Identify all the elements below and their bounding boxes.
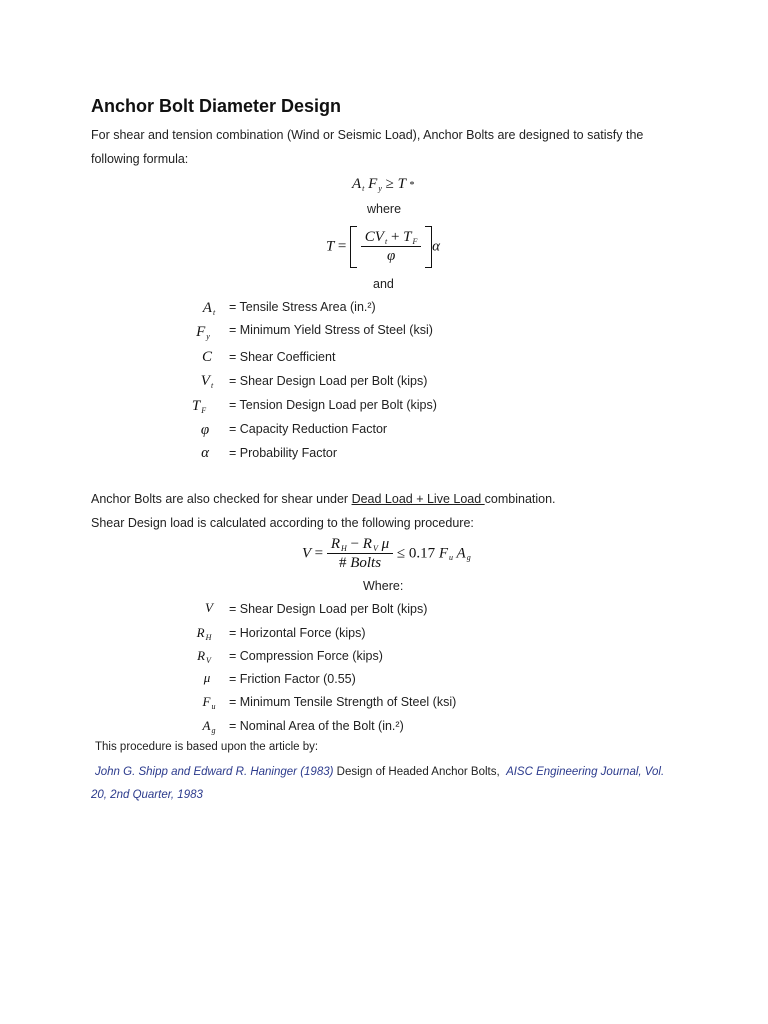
symbol-phi: φ [200,422,210,438]
definition-RH: = Horizontal Force (kips) [229,626,366,640]
load-combination: Dead Load + Live Load [351,492,485,506]
page-title: Anchor Bolt Diameter Design [91,96,342,116]
citation-line-1 [95,766,664,778]
intro-line-2: following formula: [91,152,189,166]
formula-tension: T = $\frac{CV_t + T_F}{\varphi}$ α [326,226,440,268]
definition-RV: = Compression Force (kips) [229,649,383,663]
where-label: where [367,202,402,216]
citation-authors: John G. Shipp and Edward R. Haninger (1983) [95,766,334,778]
definition-Vt: = Shear Design Load per Bolt (kips) [229,374,428,388]
symbol-RV: $R_V$ [197,648,211,665]
symbol-Fu: $F_u$ [202,694,216,711]
citation-line-2: 20, 2nd Quarter, 1983 [91,789,203,801]
formula-capacity: $A_t$ $F_y \ge T$ * [352,176,415,193]
definition-V: = Shear Design Load per Bolt (kips) [229,602,428,616]
and-label: and [373,277,394,291]
symbol-Fy: $F_y$ [196,324,210,341]
definition-Ag: = Nominal Area of the Bolt (in.²) [229,719,404,733]
symbol-alpha: α [201,445,209,461]
definition-alpha: = Probability Factor [229,446,338,460]
definition-C: = Shear Coefficient [229,350,336,364]
where2-label: Where: [363,579,404,593]
symbol-TF: $T_F$ [191,398,207,415]
symbol-V: V [205,600,213,615]
symbol-RH: $R_H$ [196,625,212,642]
definition-Fy: = Minimum Yield Stress of Steel (ksi) [229,323,433,337]
symbol-C: C [201,349,212,365]
source-note: This procedure is based upon the article by: [95,741,319,753]
citation-journal: AISC Engineering Journal, Vol. [506,766,665,778]
definition-Fu: = Minimum Tensile Strength of Steel (ksi) [229,695,457,709]
definition-mu: = Friction Factor (0.55) [229,672,356,686]
shear-check-line: Anchor Bolts are also checked for shear under Dead Load + Live Load combination. [91,492,556,506]
definition-At: = Tensile Stress Area (in.²) [229,300,376,314]
formula-shear: V = $\frac{R_H - R_V \mu}{\text{\# Bolts}}$ ≤ 0.17 $F_u$ $A_g$ [302,536,471,571]
definition-TF: = Tension Design Load per Bolt (kips) [229,398,437,412]
symbol-Vt: $V_t$ [200,373,214,390]
symbol-Ag: $A_g$ [202,718,216,735]
definition-phi: = Capacity Reduction Factor [229,422,388,436]
symbol-At: $A_t$ [202,300,216,317]
citation-title: Design of Headed Anchor Bolts, [333,766,500,778]
intro-line-1: For shear and tension combination (Wind or Seismic Load), Anchor Bolts are designed to satisfy the [91,128,644,142]
shear-procedure-line: Shear Design load is calculated according to the following procedure: [91,516,474,530]
symbol-mu: μ [203,670,211,685]
